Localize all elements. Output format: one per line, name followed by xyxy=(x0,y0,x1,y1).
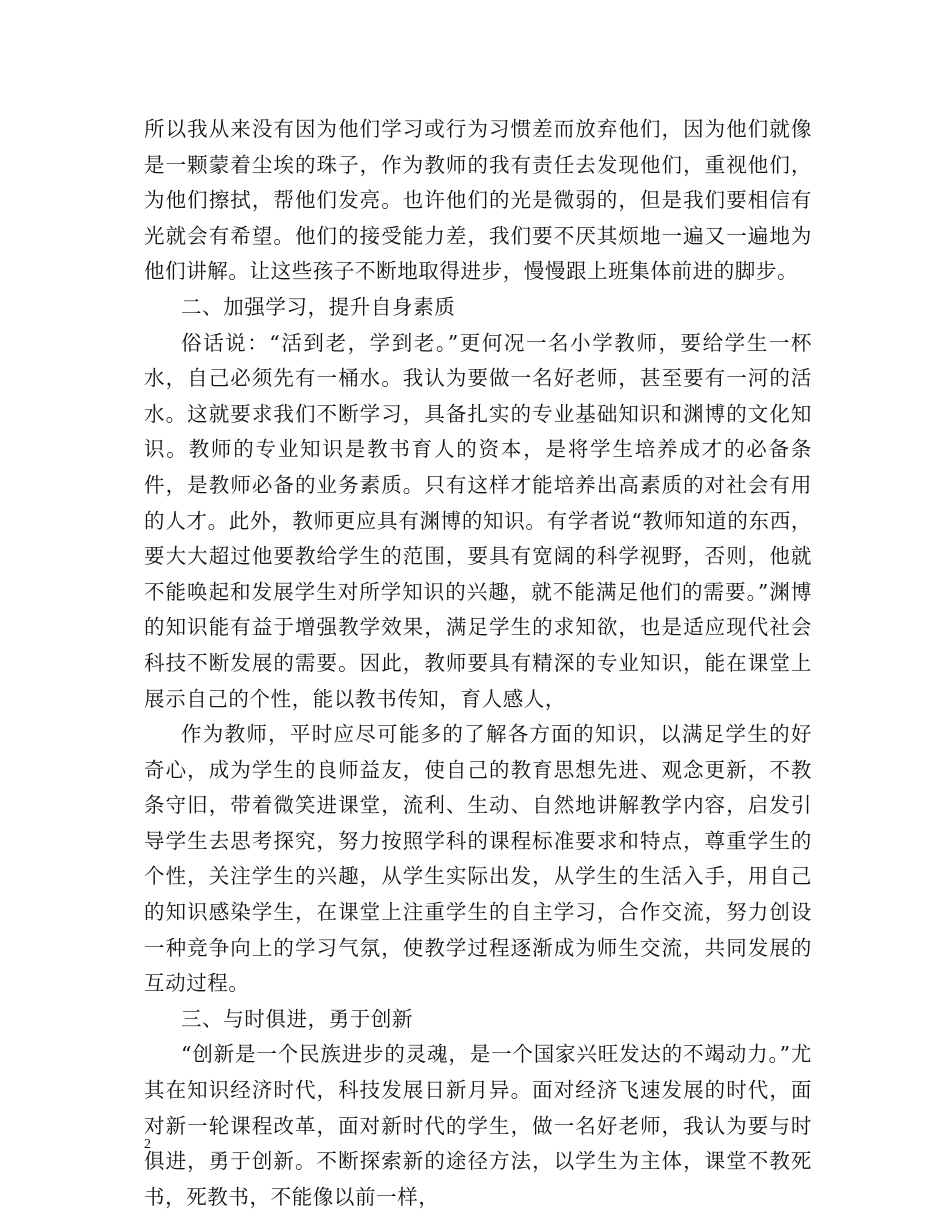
paragraph-continuation: 所以我从来没有因为他们学习或行为习惯差而放弃他们，因为他们就像是一颗蒙着尘埃的珠子，作为教师的我有责任去发现他们，重视他们，为他们擦拭，帮他们发亮。也许他们的光是微弱的，但是我们要相信有光就会有希望。他们的接受能力差，我们要不厌其烦地一遍又一遍地为他们讲解。让这些孩子不断地取得进步，慢慢跟上班集体前进的脚步。 xyxy=(144,117,812,284)
paragraph-teacher-role: 作为教师，平时应尽可能多的了解各方面的知识，以满足学生的好奇心，成为学生的良师益友，使自己的教育思想先进、观念更新，不教条守旧，带着微笑进课堂，流利、生动、自然地讲解教学内容，启发引导学生去思考探究，努力按照学科的课程标准要求和特点，尊重学生的个性，关注学生的兴趣，从学生实际出发，从学生的生活入手，用自己的知识感染学生，在课堂上注重学生的自主学习，合作交流，努力创设一种竞争向上的学习气氛，使教学过程逐渐成为师生交流，共同发展的互动过程。 xyxy=(144,722,812,996)
paragraph-learning: 俗话说：“活到老，学到老。”更何况一名小学教师，要给学生一杯水，自己必须先有一桶水。我认为要做一名好老师，甚至要有一河的活水。这就要求我们不断学习，具备扎实的专业基础知识和渊博的文化知识。教师的专业知识是教书育人的资本，是将学生培养成才的必备条件，是教师必备的业务素质。只有这样才能培养出高素质的对社会有用的人才。此外，教师更应具有渊博的知识。有学者说“教师知道的东西，要大大超过他要教给学生的范围，要具有宽阔的科学视野，否则，他就不能唤起和发展学生对所学知识的兴趣，就不能满足他们的需要。”渊博的知识能有益于增强教学效果，满足学生的求知欲，也是适应现代社会科技不断发展的需要。因此，教师要具有精深的专业知识，能在课堂上展示自己的个性，能以教书传知，育人感人， xyxy=(144,330,812,711)
document-body xyxy=(144,112,812,1215)
section-heading-3: 三、与时俱进，勇于创新 xyxy=(181,1006,414,1031)
section-heading-2: 二、加强学习，提升自身素质 xyxy=(181,294,456,319)
paragraph-innovation: “创新是一个民族进步的灵魂，是一个国家兴旺发达的不竭动力。”尤其在知识经济时代，科技发展日新月异。面对经济飞速发展的时代，面对新一轮课程改革，面对新时代的学生，做一名好老师，我认为要与时俱进，勇于创新。不断探索新的途径方法，以学生为主体，课堂不教死书，死教书，不能像以前一样， xyxy=(144,1042,812,1209)
page-number: 2 xyxy=(144,1137,151,1152)
